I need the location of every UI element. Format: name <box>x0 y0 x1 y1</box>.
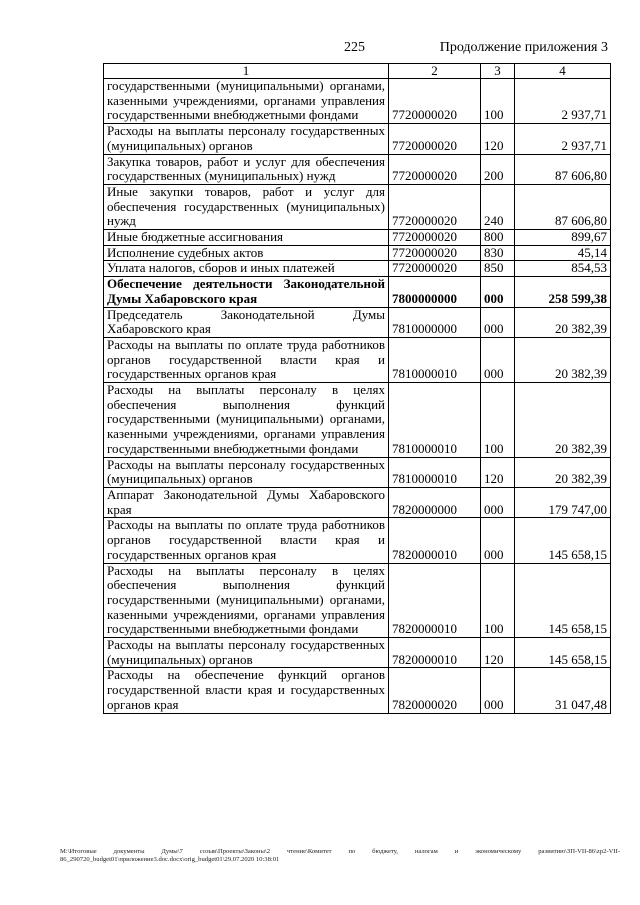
budget-table <box>103 63 611 714</box>
row-code: 7720000020 <box>389 230 481 246</box>
row-type: 800 <box>481 230 515 246</box>
column-header: 3 <box>481 64 515 79</box>
column-header: 2 <box>389 64 481 79</box>
table-row <box>104 383 611 458</box>
row-name: Расходы на обеспечение функций органов государственной власти края и государственных органов края <box>104 668 389 713</box>
table-row <box>104 245 611 261</box>
row-type: 100 <box>481 79 515 124</box>
row-amount: 2 937,71 <box>515 124 611 154</box>
row-name: Закупка товаров, работ и услуг для обеспечения государственных (муниципальных) нужд <box>104 154 389 184</box>
table-row <box>104 457 611 487</box>
row-type: 200 <box>481 154 515 184</box>
row-amount: 179 747,00 <box>515 487 611 517</box>
table-row <box>104 230 611 246</box>
row-amount: 899,67 <box>515 230 611 246</box>
document-path-footer: M:\Итоговые документы Думы\7 созыв\Проекты\Законы\2 чтение\Комитет по бюджету, налогам и экономическому развитию\ЗП-VII-86\zp2-VII-86_290720_budget01\приложение3.doc.docx\orig_budget01\29.07.2020 10:38:01 <box>60 848 620 863</box>
row-name: Расходы на выплаты по оплате труда работников органов государственной власти края и государственных органов края <box>104 337 389 382</box>
row-name: Исполнение судебных актов <box>104 245 389 261</box>
table-row <box>104 277 611 307</box>
row-type: 120 <box>481 124 515 154</box>
row-code: 7810000010 <box>389 383 481 458</box>
row-amount: 87 606,80 <box>515 154 611 184</box>
row-type: 100 <box>481 563 515 638</box>
row-code: 7820000010 <box>389 518 481 563</box>
row-name: Расходы на выплаты персоналу в целях обеспечения выполнения функций государственными (муниципальными) органами, казенными учреждениями, органами управления государственными внебюджетными фондами <box>104 563 389 638</box>
row-name: Аппарат Законодательной Думы Хабаровского края <box>104 487 389 517</box>
row-code: 7720000020 <box>389 79 481 124</box>
row-amount: 20 382,39 <box>515 457 611 487</box>
column-header: 1 <box>104 64 389 79</box>
row-code: 7820000000 <box>389 487 481 517</box>
row-name: Расходы на выплаты персоналу государственных (муниципальных) органов <box>104 124 389 154</box>
row-type: 000 <box>481 518 515 563</box>
table-row <box>104 79 611 124</box>
column-header: 4 <box>515 64 611 79</box>
row-code: 7820000010 <box>389 638 481 668</box>
row-code: 7720000020 <box>389 124 481 154</box>
row-type: 850 <box>481 261 515 277</box>
row-type: 000 <box>481 487 515 517</box>
row-name: Иные закупки товаров, работ и услуг для обеспечения государственных (муниципальных) нужд <box>104 184 389 229</box>
row-name: государственными (муниципальными) органами, казенными учреждениями, органами управления государственными внебюджетными фондами <box>104 79 389 124</box>
row-code: 7810000010 <box>389 337 481 382</box>
row-code: 7820000020 <box>389 668 481 713</box>
row-type: 000 <box>481 277 515 307</box>
row-amount: 145 658,15 <box>515 518 611 563</box>
row-name: Расходы на выплаты персоналу в целях обеспечения выполнения функций государственными (муниципальными) органами, казенными учреждениями, органами управления государственными внебюджетными фондами <box>104 383 389 458</box>
row-type: 100 <box>481 383 515 458</box>
table-row <box>104 487 611 517</box>
row-name: Уплата налогов, сборов и иных платежей <box>104 261 389 277</box>
table-row <box>104 337 611 382</box>
row-name: Иные бюджетные ассигнования <box>104 230 389 246</box>
row-code: 7720000020 <box>389 261 481 277</box>
table-row <box>104 638 611 668</box>
row-code: 7810000000 <box>389 307 481 337</box>
row-type: 240 <box>481 184 515 229</box>
row-amount: 45,14 <box>515 245 611 261</box>
row-type: 000 <box>481 337 515 382</box>
row-type: 830 <box>481 245 515 261</box>
row-code: 7720000020 <box>389 245 481 261</box>
continuation-label: Продолжение приложения 3 <box>439 40 608 55</box>
table-row <box>104 668 611 713</box>
row-amount: 145 658,15 <box>515 638 611 668</box>
page-number: 225 <box>344 40 365 55</box>
table-row <box>104 184 611 229</box>
row-name: Председатель Законодательной Думы Хабаровского края <box>104 307 389 337</box>
table-row <box>104 154 611 184</box>
table-header-row <box>104 64 611 79</box>
row-amount: 854,53 <box>515 261 611 277</box>
row-amount: 20 382,39 <box>515 337 611 382</box>
row-code: 7810000010 <box>389 457 481 487</box>
row-type: 120 <box>481 638 515 668</box>
table-row <box>104 307 611 337</box>
row-code: 7820000010 <box>389 563 481 638</box>
row-code: 7720000020 <box>389 154 481 184</box>
row-name: Расходы на выплаты персоналу государственных (муниципальных) органов <box>104 457 389 487</box>
row-name: Расходы на выплаты персоналу государственных (муниципальных) органов <box>104 638 389 668</box>
row-code: 7800000000 <box>389 277 481 307</box>
table-row <box>104 261 611 277</box>
row-amount: 20 382,39 <box>515 307 611 337</box>
row-name: Обеспечение деятельности Законодательной Думы Хабаровского края <box>104 277 389 307</box>
row-amount: 258 599,38 <box>515 277 611 307</box>
row-name: Расходы на выплаты по оплате труда работников органов государственной власти края и государственных органов края <box>104 518 389 563</box>
row-type: 120 <box>481 457 515 487</box>
row-type: 000 <box>481 307 515 337</box>
row-amount: 2 937,71 <box>515 79 611 124</box>
row-amount: 87 606,80 <box>515 184 611 229</box>
row-code: 7720000020 <box>389 184 481 229</box>
row-amount: 20 382,39 <box>515 383 611 458</box>
table-row <box>104 518 611 563</box>
table-row <box>104 124 611 154</box>
table-row <box>104 563 611 638</box>
row-amount: 31 047,48 <box>515 668 611 713</box>
row-type: 000 <box>481 668 515 713</box>
row-amount: 145 658,15 <box>515 563 611 638</box>
